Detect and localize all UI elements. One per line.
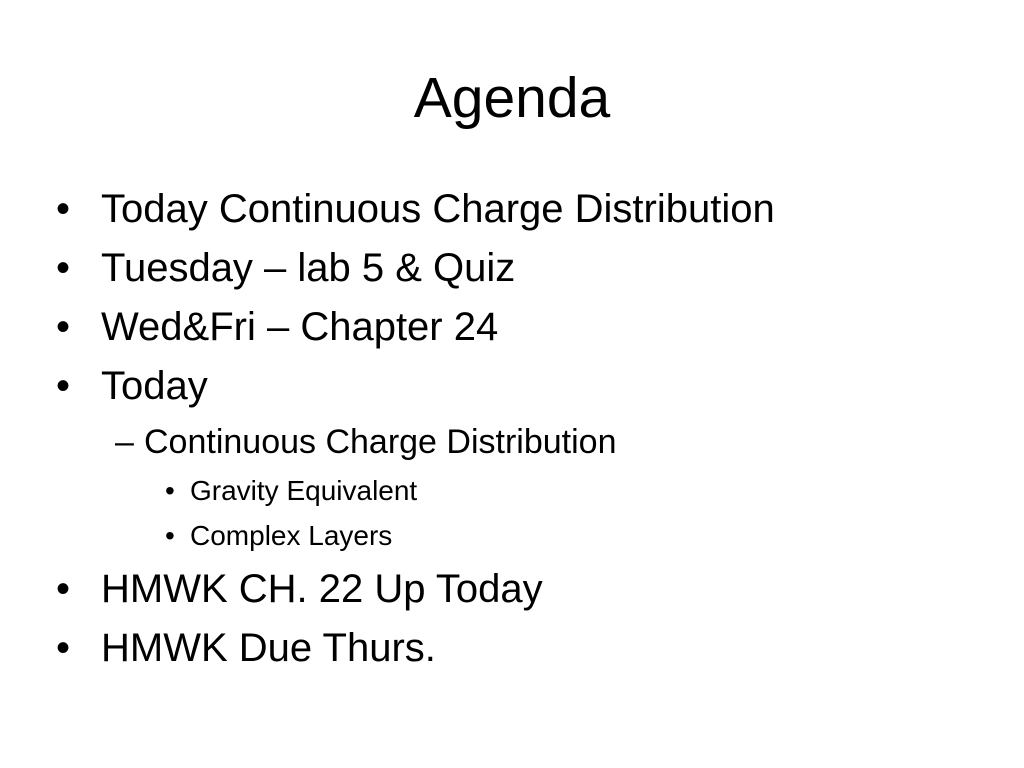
bullet-icon: • xyxy=(165,475,175,506)
bullet-icon: • xyxy=(56,567,71,611)
bullet-icon: • xyxy=(56,246,71,290)
agenda-subsubitem-text: Gravity Equivalent xyxy=(190,475,418,506)
bullet-icon: • xyxy=(56,364,71,408)
slide-title: Agenda xyxy=(413,66,611,130)
agenda-item-text: HMWK Due Thurs. xyxy=(101,626,436,670)
agenda-item-text: Today xyxy=(101,364,208,408)
bullet-icon: • xyxy=(56,305,71,349)
agenda-item-text: HMWK CH. 22 Up Today xyxy=(101,567,543,611)
agenda-subitem-text: Continuous Charge Distribution xyxy=(144,423,617,461)
bullet-icon: • xyxy=(56,626,71,670)
dash-icon: – xyxy=(115,423,134,461)
agenda-item-text: Today Continuous Charge Distribution xyxy=(101,187,775,231)
agenda-item-text: Tuesday – lab 5 & Quiz xyxy=(101,246,516,290)
bullet-icon: • xyxy=(56,187,71,231)
agenda-item-text: Wed&Fri – Chapter 24 xyxy=(101,305,499,349)
agenda-subsubitem-text: Complex Layers xyxy=(190,520,393,551)
bullet-icon: • xyxy=(165,520,175,551)
